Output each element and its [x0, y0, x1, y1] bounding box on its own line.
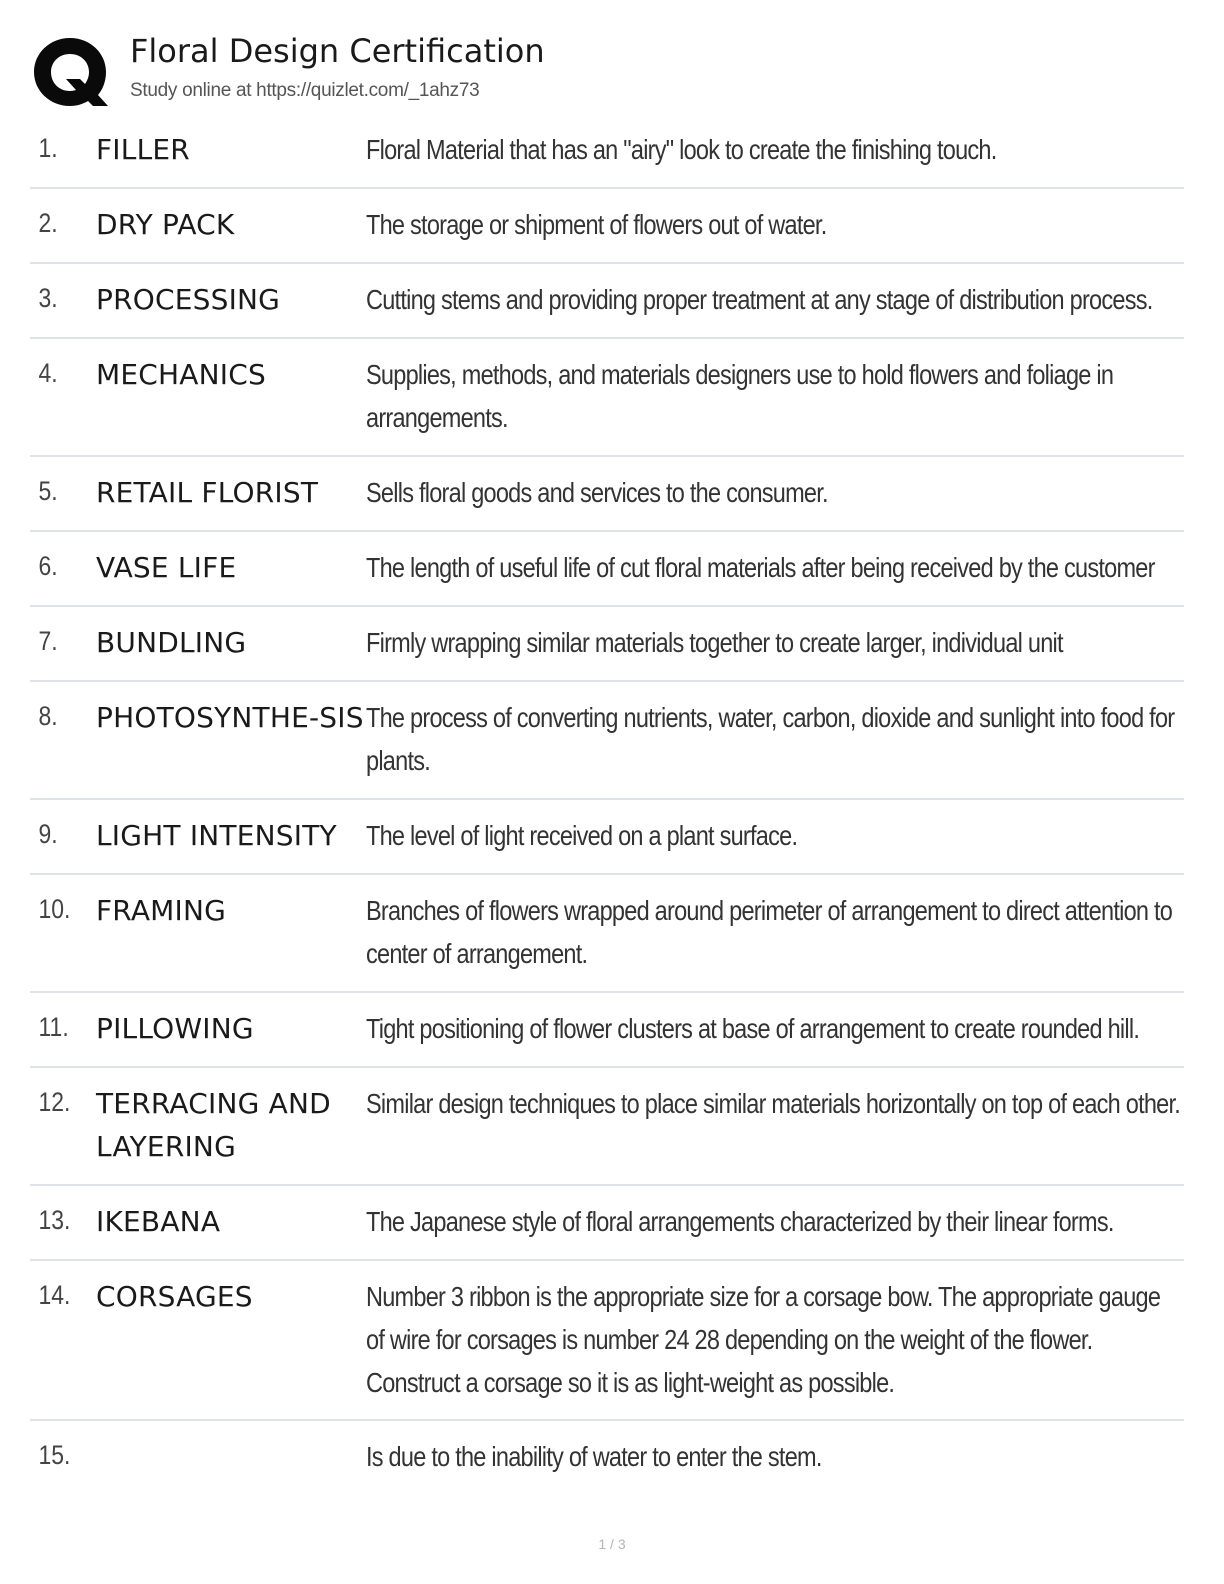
term-row [30, 682, 1184, 800]
term-row [30, 189, 1184, 264]
term-number: 10. [38, 894, 71, 924]
study-online-link[interactable]: Study online at https://quizlet.com/_1ahz73 [130, 80, 480, 101]
term-definition: Sells floral goods and services to the consumer. [366, 477, 828, 508]
term-row [30, 339, 1184, 457]
term-row [30, 264, 1184, 339]
term-number: 15. [38, 1440, 71, 1470]
term-number: 2. [38, 208, 58, 238]
term-number: 14. [38, 1280, 71, 1310]
term-word: PROCESSING [96, 283, 281, 316]
term-word: PHOTOSYNTHE-SIS [96, 701, 364, 734]
term-row [30, 607, 1184, 682]
page-number: 1 / 3 [598, 1536, 626, 1552]
terms-list [30, 114, 1184, 1496]
term-word [96, 1435, 366, 1496]
term-number: 5. [38, 476, 58, 506]
term-word: VASE LIFE [96, 551, 237, 584]
term-number: 4. [38, 358, 58, 388]
term-row [30, 800, 1184, 875]
term-row [30, 457, 1184, 532]
term-row [30, 1421, 1184, 1496]
term-definition: The Japanese style of floral arrangements characterized by their linear forms. [366, 1206, 1114, 1237]
term-definition: Firmly wrapping similar materials together to create larger, individual unit [366, 627, 1063, 658]
term-definition: Tight positioning of flower clusters at base of arrangement to create rounded hill. [366, 1013, 1140, 1044]
term-word: FRAMING [96, 894, 227, 927]
term-number: 13. [38, 1205, 71, 1235]
term-row [30, 114, 1184, 189]
term-word: BUNDLING [96, 626, 247, 659]
term-row [30, 993, 1184, 1068]
term-definition: The length of useful life of cut floral materials after being received by the customer [366, 552, 1155, 583]
term-number: 1. [38, 133, 58, 163]
term-definition: Similar design techniques to place similar materials horizontally on top of each other. [366, 1088, 1181, 1119]
term-definition: The storage or shipment of flowers out of water. [366, 209, 827, 240]
term-definition: The process of converting nutrients, water, carbon, dioxide and sunlight into food for plants. [366, 702, 1175, 776]
term-word: IKEBANA [96, 1205, 221, 1238]
term-number: 7. [38, 626, 58, 656]
term-number: 9. [38, 819, 58, 849]
page-header [30, 28, 1182, 114]
term-row [30, 1068, 1184, 1186]
page-title: Floral Design Certification [130, 32, 545, 70]
term-definition: The level of light received on a plant surface. [366, 820, 798, 851]
term-number: 3. [38, 283, 58, 313]
term-number: 12. [38, 1087, 71, 1117]
term-definition: Number 3 ribbon is the appropriate size for a corsage bow. The appropriate gauge of wire for corsages is number 24 28 depending on the weight of the flower. Construct a corsage so it is as light-weight as possible. [366, 1281, 1161, 1398]
term-word: LIGHT INTENSITY [96, 819, 337, 852]
term-word: RETAIL FLORIST [96, 476, 319, 509]
term-word: MECHANICS [96, 358, 266, 391]
term-word: DRY PACK [96, 208, 235, 241]
term-word: TERRACING AND LAYERING [96, 1087, 331, 1163]
term-word: CORSAGES [96, 1280, 253, 1313]
term-row [30, 875, 1184, 993]
term-number: 8. [38, 701, 58, 731]
term-row [30, 1261, 1184, 1421]
term-definition: Branches of flowers wrapped around perimeter of arrangement to direct attention to center of arrangement. [366, 895, 1173, 969]
term-row [30, 1186, 1184, 1261]
term-definition: Floral Material that has an "airy" look to create the finishing touch. [366, 134, 997, 165]
term-row [30, 532, 1184, 607]
term-word: PILLOWING [96, 1012, 254, 1045]
quizlet-logo-icon [30, 32, 110, 112]
term-definition: Is due to the inability of water to enter the stem. [366, 1441, 822, 1472]
term-number: 11. [38, 1012, 69, 1042]
term-word: FILLER [96, 133, 190, 166]
term-definition: Cutting stems and providing proper treatment at any stage of distribution process. [366, 284, 1153, 315]
term-number: 6. [38, 551, 58, 581]
term-definition: Supplies, methods, and materials designers use to hold flowers and foliage in arrangements. [366, 359, 1114, 433]
